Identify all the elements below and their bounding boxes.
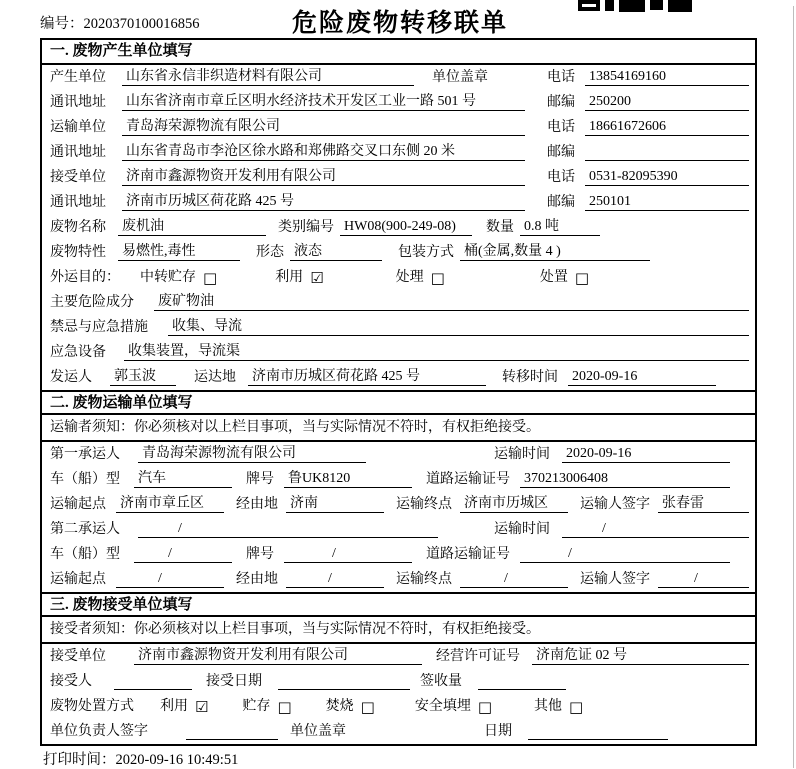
disposal-option-landfill: 安全填埋 □	[414, 698, 493, 716]
row-equipment	[42, 340, 755, 365]
row-vehicle2	[42, 542, 755, 567]
row-producer	[42, 65, 755, 90]
permit-value: 济南危证 02 号	[532, 644, 749, 665]
accept-unit-value: 济南市鑫源物资开发利用有限公司	[134, 644, 422, 665]
hazard-value: 废矿物油	[154, 290, 749, 311]
transfer-time-value: 2020-09-16	[568, 369, 716, 386]
disposal-label: 废物处置方式	[50, 699, 134, 714]
road-permit2-value: /	[520, 546, 730, 563]
vehicle-label: 车（船）型	[50, 472, 120, 487]
road-permit-label: 道路运输证号	[426, 472, 510, 487]
via-label: 经由地	[236, 497, 278, 512]
transport-time2-value: /	[562, 521, 749, 538]
trait-value: 易燃性,毒性	[118, 240, 240, 261]
section2-header: 二. 废物运输单位填写	[42, 390, 755, 415]
chief-sign-value	[186, 723, 278, 740]
receiver-zip-value: 250101	[585, 194, 749, 211]
zip-label: 邮编	[547, 195, 575, 210]
origin-label: 运输起点	[50, 572, 106, 587]
waste-name-label: 废物名称	[50, 220, 106, 235]
page-edge-divider	[793, 6, 794, 768]
hazard-label: 主要危险成分	[50, 295, 134, 310]
via2-value: /	[286, 571, 384, 588]
purpose-option-dispose: 处置 □	[539, 269, 590, 287]
section2-notice: 运输者须知：你必须核对以上栏目事项，当与实际情况不符时，有权拒绝接受。	[42, 415, 755, 442]
shipper-label: 发运人	[50, 370, 92, 385]
checkbox-checked-icon: ☑	[310, 269, 324, 287]
row-waste-trait	[42, 240, 755, 265]
seal-label: 单位盖章	[432, 70, 488, 85]
row-transporter	[42, 115, 755, 140]
transport-time1-value: 2020-09-16	[562, 446, 730, 463]
disposal-option-other: 其他 □	[534, 698, 584, 716]
checkbox-icon: □	[277, 698, 292, 716]
package-value: 桶(金属,数量 4 )	[460, 240, 650, 261]
trait-label: 废物特性	[50, 245, 106, 260]
sign1-value: 张春雷	[658, 492, 749, 513]
unit-seal-label: 单位盖章	[290, 724, 346, 739]
checkbox-icon: □	[203, 269, 218, 287]
package-label: 包装方式	[398, 245, 454, 260]
row-shipper	[42, 365, 755, 390]
carrier2-label: 第二承运人	[50, 522, 120, 537]
section3-header: 三. 废物接受单位填写	[42, 592, 755, 617]
receiver-value: 济南市鑫源物资开发利用有限公司	[122, 165, 525, 186]
print-time-value: 2020-09-16 10:49:51	[115, 752, 239, 768]
disposal-option-use: 利用 ☑	[160, 698, 209, 716]
vehicle-label: 车（船）型	[50, 547, 120, 562]
taboo-value: 收集、导流	[168, 315, 749, 336]
terminus-label: 运输终点	[396, 497, 452, 512]
form-value: 液态	[290, 240, 382, 261]
manifest-form	[40, 38, 757, 746]
producer-phone-value: 13854169160	[585, 69, 749, 86]
serial-number: 2020370100016856	[83, 16, 200, 32]
vehicle1-value: 汽车	[134, 467, 232, 488]
date-value	[528, 723, 668, 740]
row-carrier1	[42, 442, 755, 467]
quantity-value: 0.8 吨	[520, 215, 600, 236]
origin-label: 运输起点	[50, 497, 106, 512]
carrier-sign-label: 运输人签字	[580, 572, 650, 587]
terminus1-value: 济南市历城区	[460, 492, 568, 513]
row-route1	[42, 492, 755, 517]
row-carrier2	[42, 517, 755, 542]
serial-label: 编号：	[40, 16, 84, 32]
acceptor-label: 接受人	[50, 674, 92, 689]
producer-value: 山东省永信非织造材料有限公司	[122, 65, 414, 86]
carrier1-value: 青岛海荣源物流有限公司	[138, 442, 366, 463]
row-hazard	[42, 290, 755, 315]
road-permit1-value: 370213006408	[520, 471, 730, 488]
equipment-value: 收集装置，导流渠	[124, 340, 749, 361]
phone-label: 电话	[547, 170, 575, 185]
equipment-label: 应急设备	[50, 345, 106, 360]
sign-qty-value	[478, 673, 566, 690]
row-route2	[42, 567, 755, 592]
carrier-sign-label: 运输人签字	[580, 497, 650, 512]
origin1-value: 济南市章丘区	[116, 492, 224, 513]
section1-header: 一. 废物产生单位填写	[42, 40, 755, 65]
category-label: 类别编号	[278, 220, 334, 235]
accept-date-label: 接受日期	[206, 674, 262, 689]
sign2-value: /	[658, 571, 749, 588]
producer-address-value: 山东省济南市章丘区明水经济技术开发区工业一路 501 号	[122, 90, 525, 111]
transport-time-label: 运输时间	[494, 447, 550, 462]
dest-value: 济南市历城区荷花路 425 号	[248, 365, 486, 386]
receiver-phone-value: 0531-82095390	[585, 169, 749, 186]
checkbox-icon: □	[430, 269, 445, 287]
address-label: 通讯地址	[50, 95, 106, 110]
category-value: HW08(900-249-08)	[340, 219, 472, 236]
receiver-address-value: 济南市历城区荷花路 425 号	[122, 190, 525, 211]
terminus2-value: /	[460, 571, 568, 588]
plate-label: 牌号	[246, 547, 274, 562]
row-receiver-address	[42, 190, 755, 215]
row-waste-name	[42, 215, 755, 240]
transporter-label: 运输单位	[50, 120, 106, 135]
purpose-label: 外运目的：	[50, 270, 120, 285]
acceptor-value	[114, 673, 192, 690]
checkbox-checked-icon: ☑	[195, 698, 209, 716]
row-acceptor	[42, 669, 755, 694]
row-receiver	[42, 165, 755, 190]
origin2-value: /	[116, 571, 224, 588]
transfer-time-label: 转移时间	[502, 370, 558, 385]
transport-time-label: 运输时间	[494, 522, 550, 537]
address-label: 通讯地址	[50, 195, 106, 210]
vehicle2-value: /	[134, 546, 232, 563]
shipper-value: 郭玉波	[110, 365, 176, 386]
form-label: 形态	[256, 245, 284, 260]
waste-name-value: 废机油	[118, 215, 266, 236]
transporter-value: 青岛海荣源物流有限公司	[122, 115, 525, 136]
zip-label: 邮编	[547, 145, 575, 160]
row-disposal	[42, 694, 755, 719]
carrier2-value: /	[138, 521, 438, 538]
purpose-option-transfer: 中转贮存 □	[140, 269, 218, 287]
receiver-label: 接受单位	[50, 170, 106, 185]
zip-label: 邮编	[547, 95, 575, 110]
plate1-value: 鲁UK8120	[284, 467, 412, 488]
phone-label: 电话	[547, 120, 575, 135]
address-label: 通讯地址	[50, 145, 106, 160]
checkbox-icon: □	[360, 698, 375, 716]
plate-label: 牌号	[246, 472, 274, 487]
producer-label: 产生单位	[50, 70, 106, 85]
plate2-value: /	[284, 546, 412, 563]
sign-qty-label: 签收量	[420, 674, 462, 689]
terminus-label: 运输终点	[396, 572, 452, 587]
purpose-option-treat: 处理 □	[395, 269, 445, 287]
checkbox-icon: □	[477, 698, 493, 716]
row-purpose	[42, 265, 755, 290]
row-vehicle1	[42, 467, 755, 492]
print-time-label: 打印时间：	[43, 752, 116, 768]
disposal-option-burn: 焚烧 □	[325, 698, 375, 716]
taboo-label: 禁忌与应急措施	[50, 320, 148, 335]
checkbox-icon: □	[574, 269, 590, 287]
phone-label: 电话	[547, 70, 575, 85]
accept-date-value	[278, 673, 410, 690]
chief-sign-label: 单位负责人签字	[50, 724, 148, 739]
checkbox-icon: □	[569, 698, 584, 716]
dest-label: 运达地	[194, 370, 236, 385]
section3-notice: 接受者须知：你必须核对以上栏目事项，当与实际情况不符时，有权拒绝接受。	[42, 617, 755, 644]
road-permit-label: 道路运输证号	[426, 547, 510, 562]
row-taboo	[42, 315, 755, 340]
purpose-option-use: 利用 ☑	[275, 269, 324, 287]
quantity-label: 数量	[486, 220, 514, 235]
row-transporter-address	[42, 140, 755, 165]
row-accept-unit	[42, 644, 755, 669]
transporter-phone-value: 18661672606	[585, 119, 749, 136]
via-label: 经由地	[236, 572, 278, 587]
print-time-line	[43, 748, 238, 769]
via1-value: 济南	[286, 492, 384, 513]
permit-label: 经营许可证号	[436, 649, 520, 664]
row-producer-address	[42, 90, 755, 115]
row-chief-sign	[42, 719, 755, 744]
carrier1-label: 第一承运人	[50, 447, 120, 462]
transporter-zip-value	[585, 144, 749, 161]
accept-unit-label: 接受单位	[50, 649, 106, 664]
disposal-option-store: 贮存 □	[242, 698, 292, 716]
transporter-address-value: 山东省青岛市李沧区徐水路和郑佛路交叉口东侧 20 米	[122, 140, 525, 161]
date-label: 日期	[484, 724, 512, 739]
producer-zip-value: 250200	[585, 94, 749, 111]
page-title: 危险废物转移联单	[291, 10, 508, 37]
